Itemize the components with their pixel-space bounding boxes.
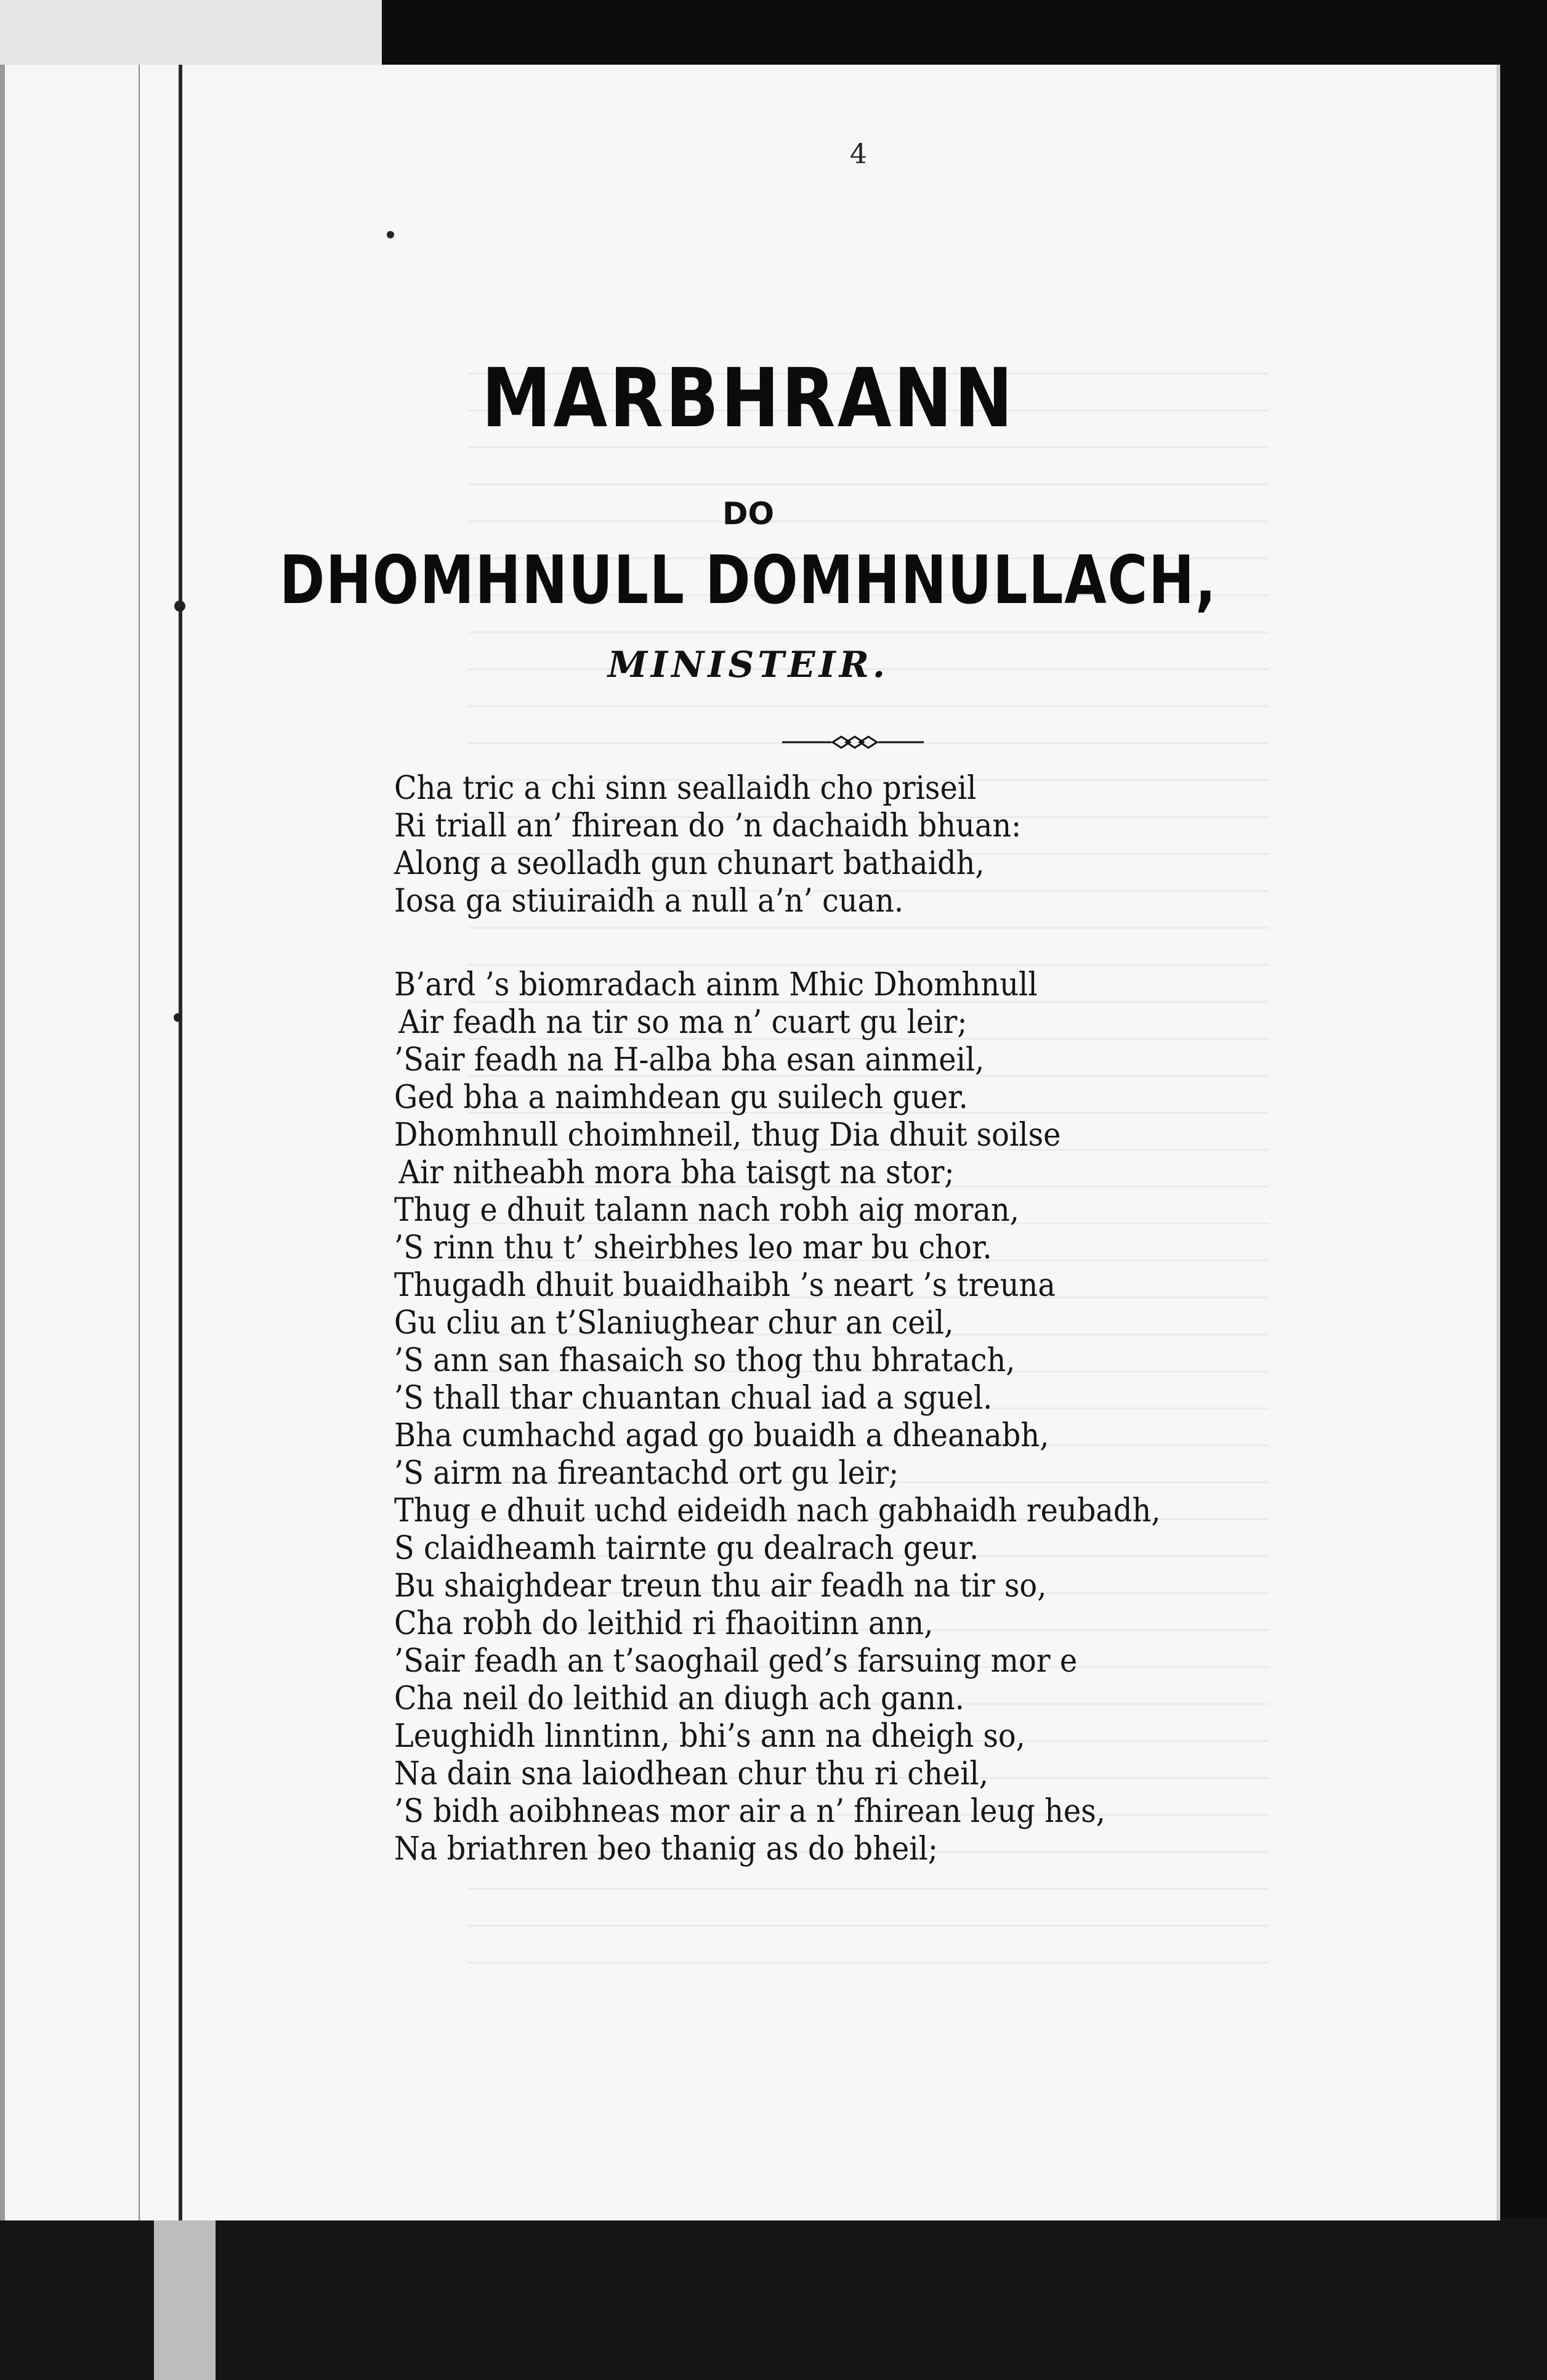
poem-line: Cha neil do leithid an diugh ach gann. xyxy=(394,1680,965,1717)
poem-line: Ged bha a naimhdean gu suilech guer. xyxy=(394,1079,968,1116)
poem-line: ’S ann san fhasaich so thog thu bhratach, xyxy=(394,1342,1016,1379)
poem-line: B’ard ’s biomradach ainm Mhic Dhomhnull xyxy=(394,966,1038,1003)
poem-body xyxy=(394,770,1379,1868)
ink-speck xyxy=(387,231,394,238)
poem-line: ’S thall thar chuantan chual iad a sguel. xyxy=(394,1380,993,1417)
subject-name: DHOMHNULL DOMHNULLACH, xyxy=(279,542,1218,619)
poem-line: Gu cliu an t’Slaniughear chur an ceil, xyxy=(394,1305,954,1342)
ink-speck xyxy=(174,1013,182,1022)
subject-role: MINISTEIR. xyxy=(607,644,889,686)
bottom-light-patch xyxy=(154,2217,216,2380)
stanza-gap xyxy=(394,920,1379,966)
poem-line: Thugadh dhuit buaidhaibh ’s neart ’s treuna xyxy=(394,1267,1056,1304)
poem-line: ’Sair feadh an t’saoghail ged’s farsuing mor e xyxy=(394,1643,1078,1680)
poem-line: ’S airm na fireantachd ort gu leir; xyxy=(394,1455,899,1492)
ornament-divider xyxy=(782,733,924,751)
bottom-scan-strip xyxy=(0,2217,1547,2380)
poem-stanza-1 xyxy=(394,770,1379,920)
title-connector: DO xyxy=(722,496,774,532)
poem-line: Bha cumhachd agad go buaidh a dheanabh, xyxy=(394,1417,1049,1454)
page-flap xyxy=(0,0,382,68)
poem-line: Bu shaighdear treun thu air feadh na tir so, xyxy=(394,1568,1047,1605)
poem-line: Iosa ga stiuiraidh a null a’n’ cuan. xyxy=(394,883,904,920)
page-left-edge xyxy=(0,65,5,2220)
poem-line: Na dain sna laiodhean chur thu ri cheil, xyxy=(394,1755,989,1792)
poem-line: Leughidh linntinn, bhi’s ann na dheigh so, xyxy=(394,1718,1025,1755)
poem-line: Air nitheabh mora bha taisgt na stor; xyxy=(398,1154,955,1191)
poem-line: Thug e dhuit talann nach robh aig moran, xyxy=(394,1192,1019,1229)
poem-line: Ri triall an’ fhirean do ’n dachaidh bhuan: xyxy=(394,808,1022,844)
poem-line: Dhomhnull choimhneil, thug Dia dhuit soilse xyxy=(394,1117,1061,1154)
poem-line: Cha robh do leithid ri fhaoitinn ann, xyxy=(394,1605,934,1642)
poem-line: S claidheamh tairnte gu dealrach geur. xyxy=(394,1530,979,1567)
poem-line: Along a seolladh gun chunart bathaidh, xyxy=(394,845,985,882)
poem-line: Cha tric a chi sinn seallaidh cho priseil xyxy=(394,770,977,807)
poem-line: Air feadh na tir so ma n’ cuart gu leir; xyxy=(398,1004,967,1041)
poem-line: ’S bidh aoibhneas mor air a n’ fhirean leug hes, xyxy=(394,1793,1105,1830)
poem-line: ’S rinn thu t’ sheirbhes leo mar bu chor. xyxy=(394,1229,992,1266)
page-title: MARBHRANN xyxy=(481,351,1016,446)
poem-stanza-2 xyxy=(394,966,1379,1868)
poem-line: ’Sair feadh na H-alba bha esan ainmeil, xyxy=(394,1042,985,1079)
page-number: 4 xyxy=(850,139,867,170)
poem-line: Na briathren beo thanig as do bheil; xyxy=(394,1831,938,1868)
poem-line: Thug e dhuit uchd eideidh nach gabhaidh reubadh, xyxy=(394,1492,1161,1529)
